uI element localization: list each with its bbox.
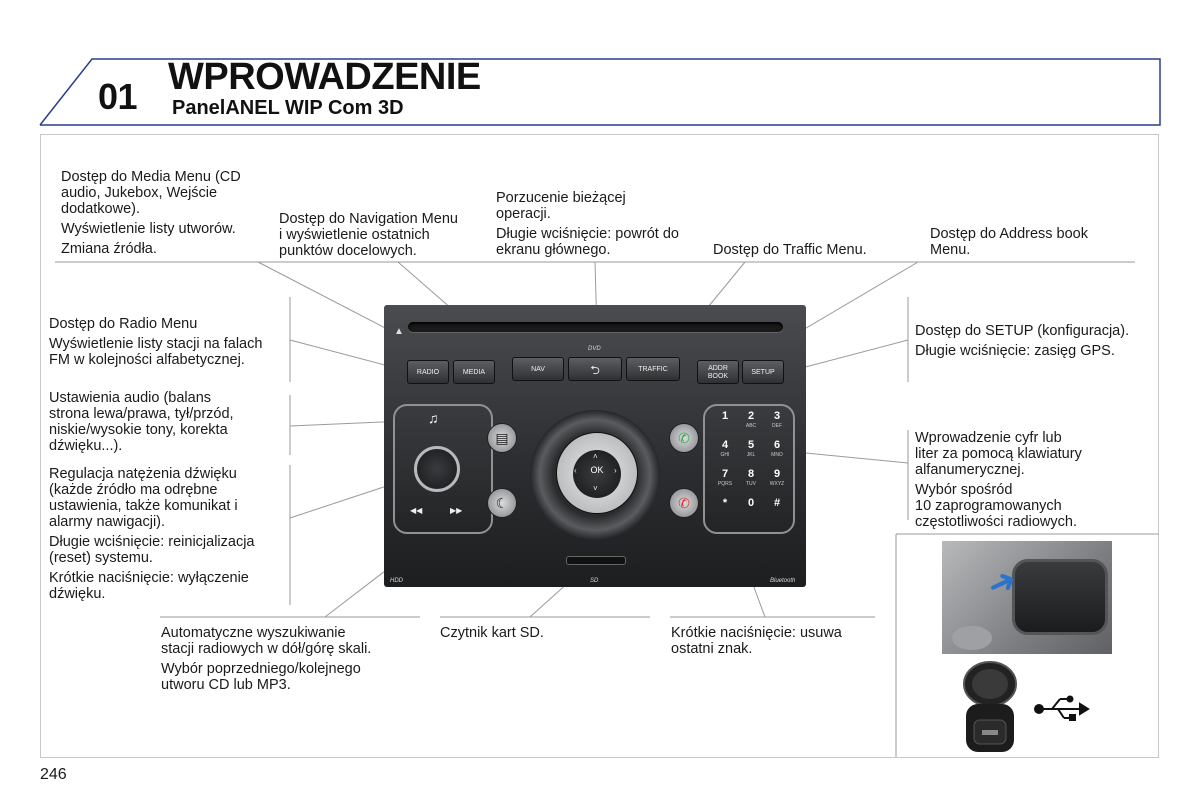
annotation-seek-2: Wybór poprzedniego/kolejnego utworu CD lub MP3. <box>161 661 361 693</box>
dvd-logo: DVD <box>588 346 601 352</box>
seek-forward-button[interactable]: ▶▶ <box>450 506 463 515</box>
keypad-key-letters: ABC <box>745 423 757 429</box>
arrow-icon: ➜ <box>981 559 1024 607</box>
annotation-sd <box>440 625 640 645</box>
annotation-audio-1: Ustawienia audio (balans strona lewa/prawa, tył/przód, niskie/wysokie tony, korekta dźwięku...). <box>49 390 234 454</box>
annotation-radio <box>49 316 289 372</box>
keypad-key[interactable]: 0 <box>747 497 755 509</box>
menu-icon[interactable]: ▤ <box>487 423 517 453</box>
hdd-logo: HDD <box>390 578 403 584</box>
keypad-key[interactable]: 4 <box>721 439 729 451</box>
annotation-media-3: Zmiana źródła. <box>61 241 157 257</box>
keypad-key-letters: TUV <box>746 481 756 487</box>
annotation-seek <box>161 625 426 697</box>
usb-cover-photo <box>942 541 1112 654</box>
keypad-key[interactable]: 3 <box>773 410 781 422</box>
keypad-key[interactable]: 5 <box>747 439 755 451</box>
up-arrow-icon: ˄ <box>593 452 598 461</box>
keypad-key-letters: JKL <box>746 452 756 458</box>
keypad-key-letters: WXYZ <box>769 481 785 487</box>
bluetooth-logo: Bluetooth <box>770 578 796 584</box>
annotation-back <box>496 190 706 262</box>
annotation-back-2: Długie wciśnięcie: powrót do ekranu głównego. <box>496 226 679 258</box>
annotation-radio-2: Wyświetlenie listy stacji na falach FM w kolejności alfabetycznej. <box>49 336 263 368</box>
keypad-key-letters: MNO <box>771 452 783 458</box>
traffic-button[interactable]: TRAFFIC <box>626 357 680 381</box>
left-arrow-icon: ‹ <box>574 466 577 475</box>
setup-button[interactable]: SETUP <box>742 360 784 384</box>
usb-icon <box>1034 694 1090 732</box>
ok-button[interactable]: OK <box>590 465 604 475</box>
keypad-key[interactable]: 6 <box>773 439 781 451</box>
annotation-address-1: Dostęp do Address book Menu. <box>930 226 1088 258</box>
seek-back-button[interactable]: ◀◀ <box>410 506 423 515</box>
annotation-delete <box>671 625 881 661</box>
annotation-delete-1: Krótkie naciśnięcie: usuwa ostatni znak. <box>671 625 842 657</box>
annotation-media-1: Dostęp do Media Menu (CD audio, Jukebox, Wejście dodatkowe). <box>61 169 241 217</box>
annotation-keypad <box>915 430 1155 534</box>
annotation-volume-1: Regulacja natężenia dźwięku (każde źródło ma odrębne ustawienia, także komunikat i alarmy nawigacji). <box>49 466 238 530</box>
radio-button[interactable]: RADIO <box>407 360 449 384</box>
annotation-nav <box>279 211 489 263</box>
annotation-keypad-2: Wybór spośród 10 zaprogramowanych częstotliwości radiowych. <box>915 482 1077 530</box>
keypad-key[interactable]: 2 <box>747 410 755 422</box>
annotation-volume-2: Długie wciśnięcie: reinicjalizacja (reset) systemu. <box>49 534 255 566</box>
annotation-back-1: Porzucenie bieżącej operacji. <box>496 190 626 222</box>
down-arrow-icon: ˅ <box>593 484 598 493</box>
address-book-button[interactable]: ADDR BOOK <box>697 360 739 384</box>
usb-port-photo <box>960 660 1020 754</box>
annotation-seek-1: Automatyczne wyszukiwanie stacji radiowych w dół/górę skali. <box>161 625 372 657</box>
annotation-sd-1: Czytnik kart SD. <box>440 625 544 641</box>
back-button[interactable]: ⮌ <box>568 357 622 381</box>
right-arrow-icon: › <box>614 466 617 475</box>
page-title: WPROWADZENIE <box>168 56 481 98</box>
annotation-radio-1: Dostęp do Radio Menu <box>49 316 198 332</box>
annotation-traffic <box>713 242 903 262</box>
annotation-setup <box>915 323 1160 363</box>
eject-icon[interactable]: ▲ <box>394 326 404 337</box>
media-button[interactable]: MEDIA <box>453 360 495 384</box>
page-number: 246 <box>40 766 67 783</box>
keypad-key-letters: DEF <box>772 423 782 429</box>
annotation-keypad-1: Wprowadzenie cyfr lub liter za pomocą klawiatury alfanumerycznej. <box>915 430 1082 478</box>
annotation-volume <box>49 466 289 606</box>
annotation-nav-1: Dostęp do Navigation Menu i wyświetlenie ostatnich punktów docelowych. <box>279 211 458 259</box>
keypad-key[interactable]: # <box>773 497 781 509</box>
sd-logo: SD <box>590 578 599 584</box>
phone-hangup-icon[interactable]: ✆ <box>669 488 699 518</box>
moon-icon[interactable]: ☾ <box>487 488 517 518</box>
annotation-volume-3: Krótkie naciśnięcie: wyłączenie dźwięku. <box>49 570 249 602</box>
phone-pickup-icon[interactable]: ✆ <box>669 423 699 453</box>
cd-slot <box>408 322 783 332</box>
page-subtitle: PanelANEL WIP Com 3D <box>172 97 404 119</box>
keypad-key[interactable]: 9 <box>773 468 781 480</box>
annotation-setup-2: Długie wciśnięcie: zasięg GPS. <box>915 343 1115 359</box>
annotation-media-2: Wyświetlenie listy utworów. <box>61 221 236 237</box>
music-note-icon: ♫ <box>428 410 439 426</box>
keypad-key[interactable]: 1 <box>721 410 729 422</box>
nav-button[interactable]: NAV <box>512 357 564 381</box>
keypad-key[interactable]: 7 <box>721 468 729 480</box>
keypad-key-letters: PQRS <box>717 481 733 487</box>
keypad-key-letters: GHI <box>720 452 730 458</box>
sd-card-slot[interactable] <box>566 556 626 565</box>
annotation-setup-1: Dostęp do SETUP (konfiguracja). <box>915 323 1130 339</box>
annotation-address <box>930 226 1130 262</box>
annotation-traffic-1: Dostęp do Traffic Menu. <box>713 242 867 258</box>
annotation-audio <box>49 390 284 458</box>
annotation-media <box>61 169 276 261</box>
keypad-key[interactable]: 8 <box>747 468 755 480</box>
volume-knob[interactable] <box>414 446 460 492</box>
chapter-number: 01 <box>98 76 138 117</box>
keypad-key[interactable]: * <box>722 497 728 509</box>
